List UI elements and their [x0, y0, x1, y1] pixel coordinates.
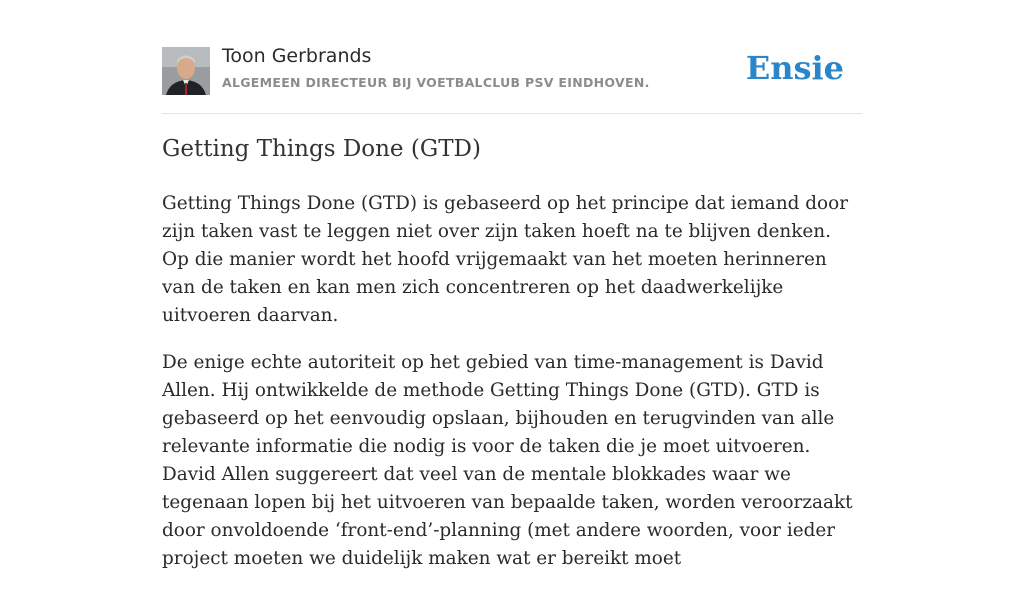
author-name[interactable]: Toon Gerbrands [222, 45, 372, 67]
article-title: Getting Things Done (GTD) [162, 136, 481, 162]
author-avatar[interactable] [162, 47, 210, 95]
content-column [162, 0, 862, 569]
ensie-logo[interactable]: Ensie [745, 49, 844, 87]
author-role: ALGEMEEN DIRECTEUR BIJ VOETBALCLUB PSV EINDHOVEN. [222, 75, 650, 90]
article-paragraph: Getting Things Done (GTD) is gebaseerd op het principe dat iemand door zijn taken vast te leggen niet over zijn taken hoeft na te blijven denken. Op die manier wordt het hoofd vrijgemaakt van het moeten herinneren van de taken en kan men zich concentreren op het daadwerkelijke uitvoeren daarvan. [162, 193, 848, 326]
avatar-photo-icon [162, 47, 210, 95]
author-header [162, 0, 862, 114]
article-body [162, 190, 862, 592]
article-paragraph: De enige echte autoriteit op het gebied van time-management is David Allen. Hij ontwikkelde de methode Getting Things Done (GTD). GTD is gebaseerd op het eenvoudig opslaan, bijhouden en terugvinden van alle relevante informatie die nodig is voor de taken die je moet uitvoeren. David Allen suggereert dat veel van de mentale blokkades waar we tegenaan lopen bij het uitvoeren van bepaalde taken, worden veroorzaakt door onvoldoende ‘front-end’-planning (met andere woorden, voor ieder project moeten we duidelijk maken wat er bereikt moet [162, 352, 853, 569]
